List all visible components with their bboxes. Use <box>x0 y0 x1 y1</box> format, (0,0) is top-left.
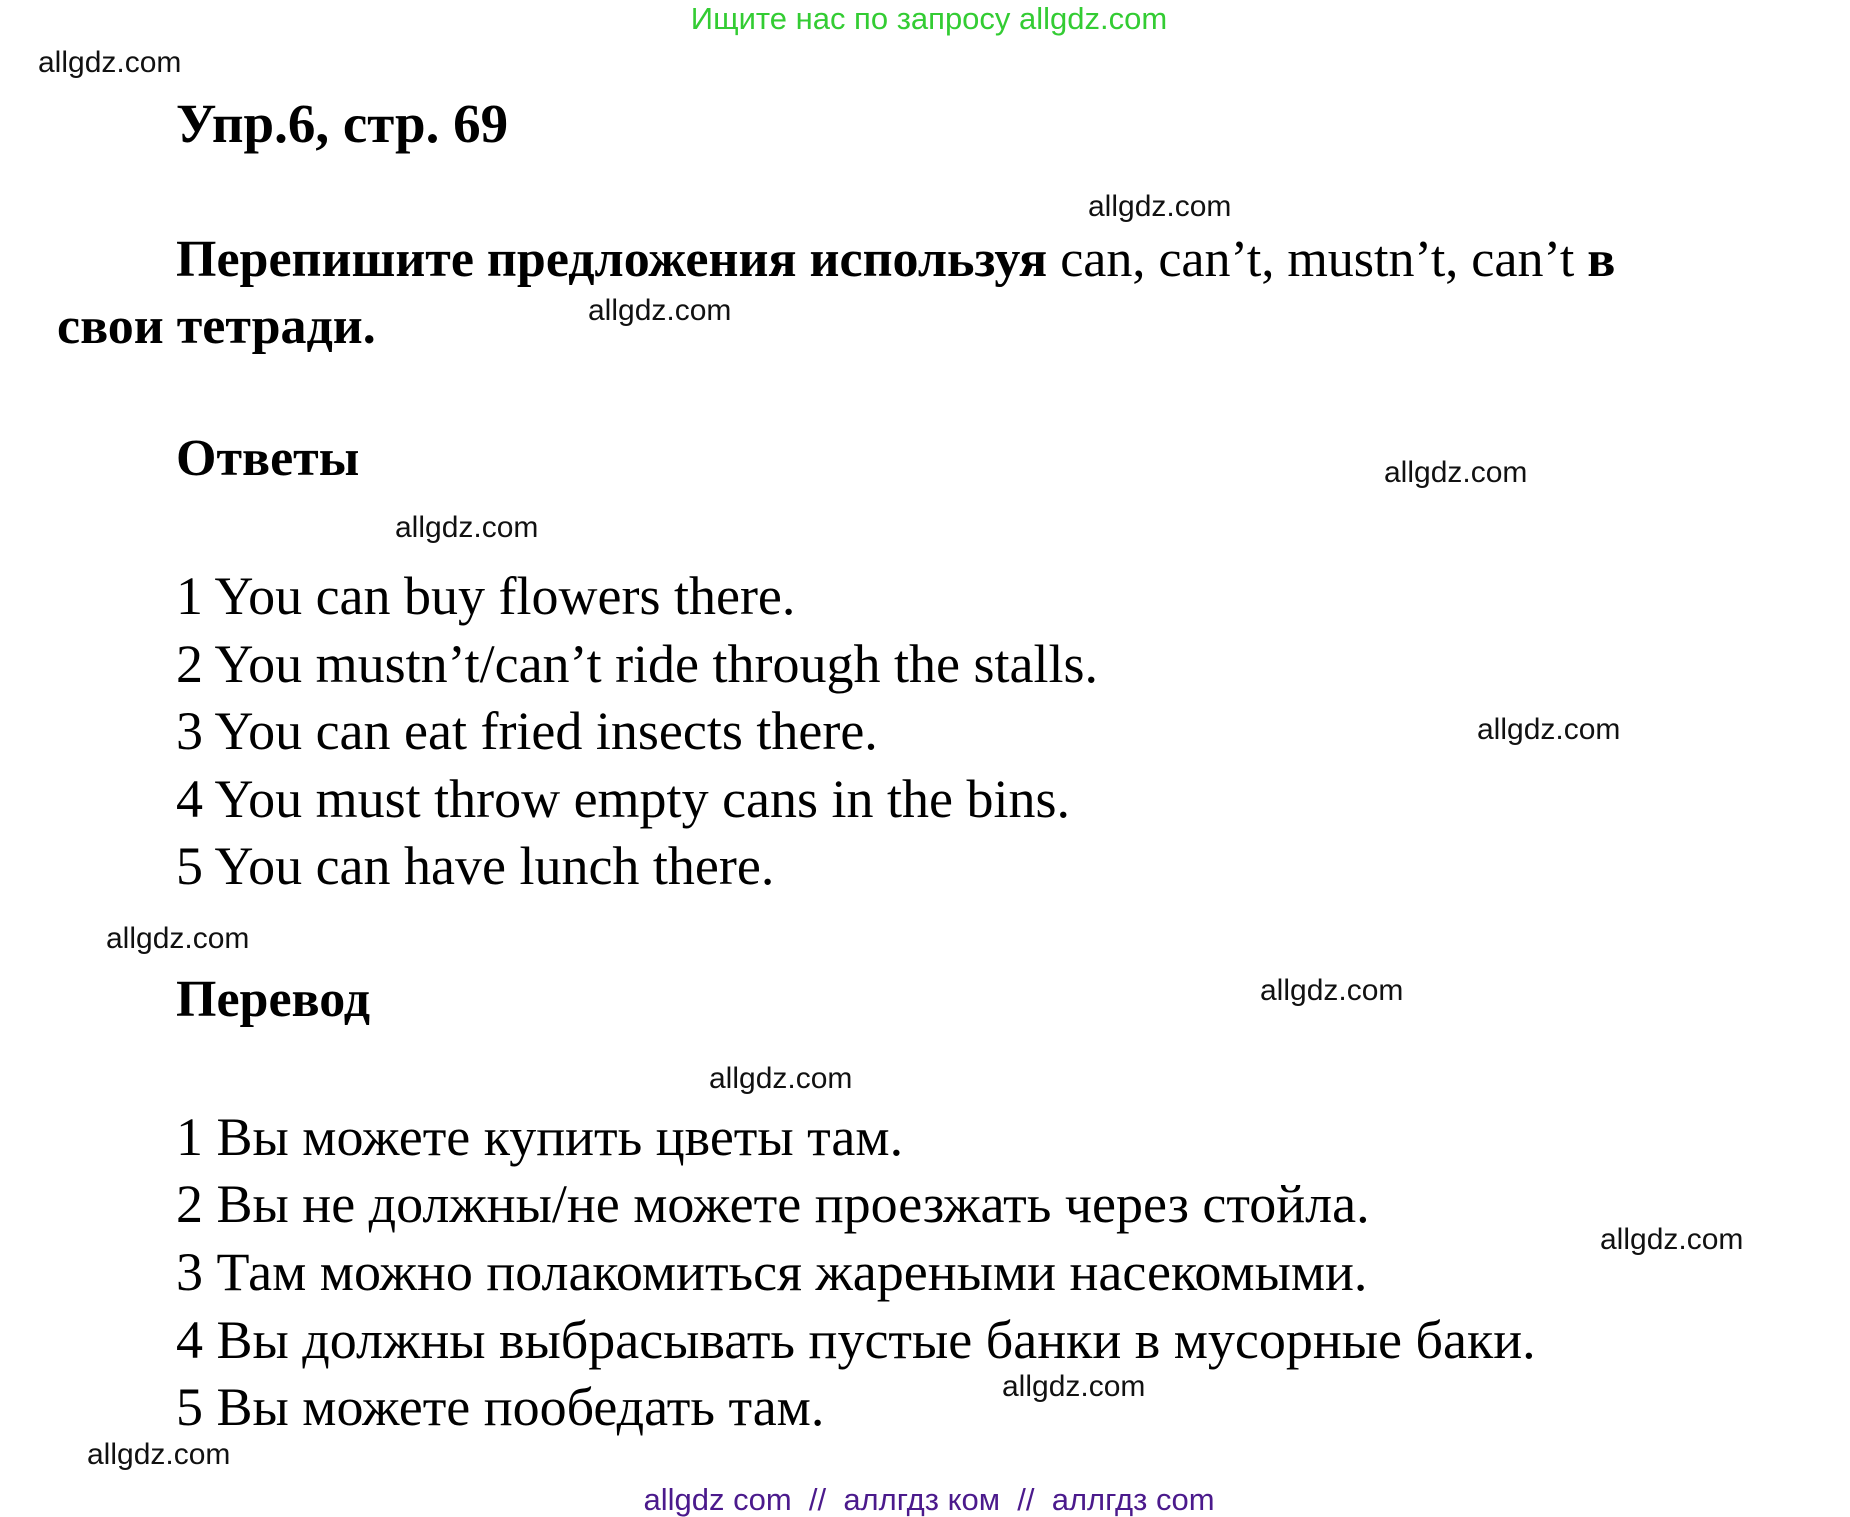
watermark: allgdz.com <box>1384 456 1528 489</box>
instruction-line-1 <box>176 231 1616 288</box>
watermark: allgdz.com <box>588 294 732 327</box>
translation-item: 1 Вы можете купить цветы там. <box>176 1107 904 1167</box>
top-banner: Ищите нас по запросу allgdz.com <box>690 1 1168 36</box>
instruction-bold: Перепишите предложения используя <box>176 231 1061 288</box>
watermark: allgdz.com <box>709 1062 853 1095</box>
translation-item: 5 Вы можете пообедать там. <box>176 1377 825 1437</box>
footer-links: allgdz com // аллгдз ком // аллгдз com <box>643 1482 1215 1517</box>
translation-item: 2 Вы не должны/не можете проезжать через стойла. <box>176 1174 1370 1234</box>
watermark: allgdz.com <box>1002 1370 1146 1403</box>
watermark: allgdz.com <box>38 46 182 79</box>
instruction-modals: can, can’t, mustn’t, can’t <box>1060 231 1588 288</box>
translation-item: 3 Там можно полакомиться жареными насекомыми. <box>176 1242 1368 1302</box>
answer-item: 3 You can eat fried insects there. <box>176 701 878 761</box>
watermark: allgdz.com <box>1477 713 1621 746</box>
watermark: allgdz.com <box>1088 190 1232 223</box>
answer-item: 5 You can have lunch there. <box>176 836 775 896</box>
page-title: Упр.6, стр. 69 <box>176 93 509 154</box>
watermark: allgdz.com <box>1600 1223 1744 1256</box>
watermark: allgdz.com <box>87 1438 231 1471</box>
answer-item: 4 You must throw empty cans in the bins. <box>176 769 1071 829</box>
answers-heading: Ответы <box>176 430 360 487</box>
watermark: allgdz.com <box>395 511 539 544</box>
instruction-bold-end: в <box>1587 231 1616 288</box>
answer-item: 2 You mustn’t/can’t ride through the stalls. <box>176 634 1098 694</box>
translation-heading: Перевод <box>176 971 371 1028</box>
translation-item: 4 Вы должны выбрасывать пустые банки в мусорные баки. <box>176 1310 1536 1370</box>
instruction-line-2: свои тетради. <box>57 298 376 355</box>
answer-item: 1 You can buy flowers there. <box>176 566 796 626</box>
watermark: allgdz.com <box>106 922 250 955</box>
watermark: allgdz.com <box>1260 974 1404 1007</box>
